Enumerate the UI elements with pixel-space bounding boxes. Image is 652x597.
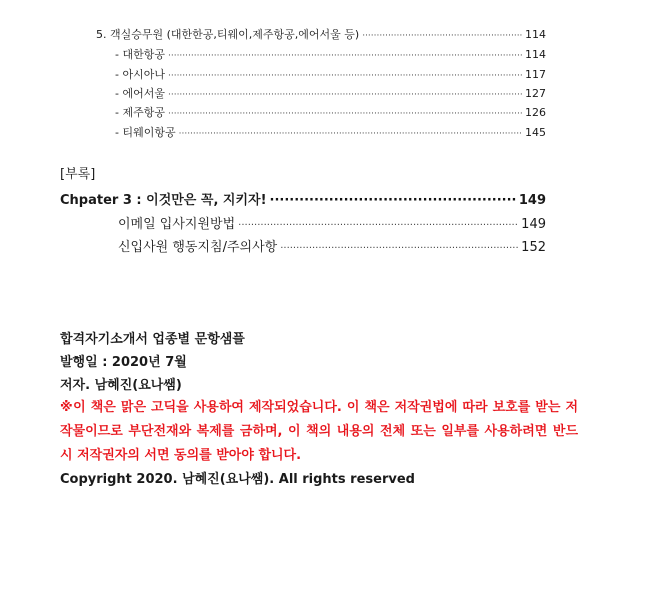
toc-row-item	[115, 46, 546, 62]
appendix-heading: [부록]	[60, 167, 96, 182]
toc-page: 149	[518, 193, 546, 208]
toc-row-chapter	[60, 189, 546, 208]
toc-row-section5	[96, 26, 546, 42]
toc-label: - 제주항공	[115, 106, 165, 119]
toc-label: - 대한항공	[115, 48, 165, 61]
toc-label: Chpater 3 : 이것만은 꼭, 지키자!	[60, 193, 267, 208]
toc-label: 신입사원 행동지침/주의사항	[118, 240, 278, 255]
author-line: 저자. 남혜진(요나쌤)	[60, 378, 182, 393]
toc-page: 127	[525, 87, 546, 100]
toc-leader	[168, 109, 522, 119]
toc-leader	[179, 129, 522, 139]
book-title: 합격자기소개서 업종별 문항샘플	[60, 332, 245, 347]
copyright-notice: ※이 책은 맑은 고딕을 사용하여 제작되었습니다. 이 책은 저작권법에 따라 보호를 받는 저작물이므로 부단전재와 복제를 금하며, 이 책의 내용의 전체 또는 일부를 사용하려면 반드시 저작권자의 서면 동의를 받아야 합니다.	[60, 400, 578, 463]
copyright-line: Copyright 2020. 남혜진(요나쌤). All rights reserved	[60, 472, 415, 487]
toc-label: 이메일 입사지원방법	[118, 217, 236, 232]
toc-row-appendix-item	[118, 236, 546, 255]
toc-leader	[270, 193, 516, 208]
toc-page: 114	[525, 28, 546, 41]
toc-row-item	[115, 66, 546, 82]
toc-page: 114	[525, 48, 546, 61]
toc-leader	[238, 220, 518, 231]
toc-row-item	[115, 104, 546, 120]
toc-label: - 에어서울	[115, 87, 165, 100]
toc-row-item	[115, 124, 546, 140]
toc-leader	[362, 31, 522, 41]
toc-page: 145	[525, 126, 546, 139]
publish-date: 발행일 : 2020년 7월	[60, 355, 187, 370]
toc-page: 152	[521, 240, 546, 255]
toc-label: - 아시아나	[115, 68, 165, 81]
toc-leader	[168, 51, 522, 61]
toc-label: 5. 객실승무원 (대한한공,티웨이,제주항공,에어서울 등)	[96, 28, 360, 41]
toc-page: 149	[521, 217, 546, 232]
toc-row-item	[115, 85, 546, 101]
toc-leader	[280, 243, 518, 254]
toc-page: 117	[525, 68, 546, 81]
toc-row-appendix-item	[118, 213, 546, 232]
toc-page: 126	[525, 106, 546, 119]
toc-leader	[168, 71, 522, 81]
toc-label: - 티웨이항공	[115, 126, 176, 139]
toc-leader	[168, 90, 522, 100]
